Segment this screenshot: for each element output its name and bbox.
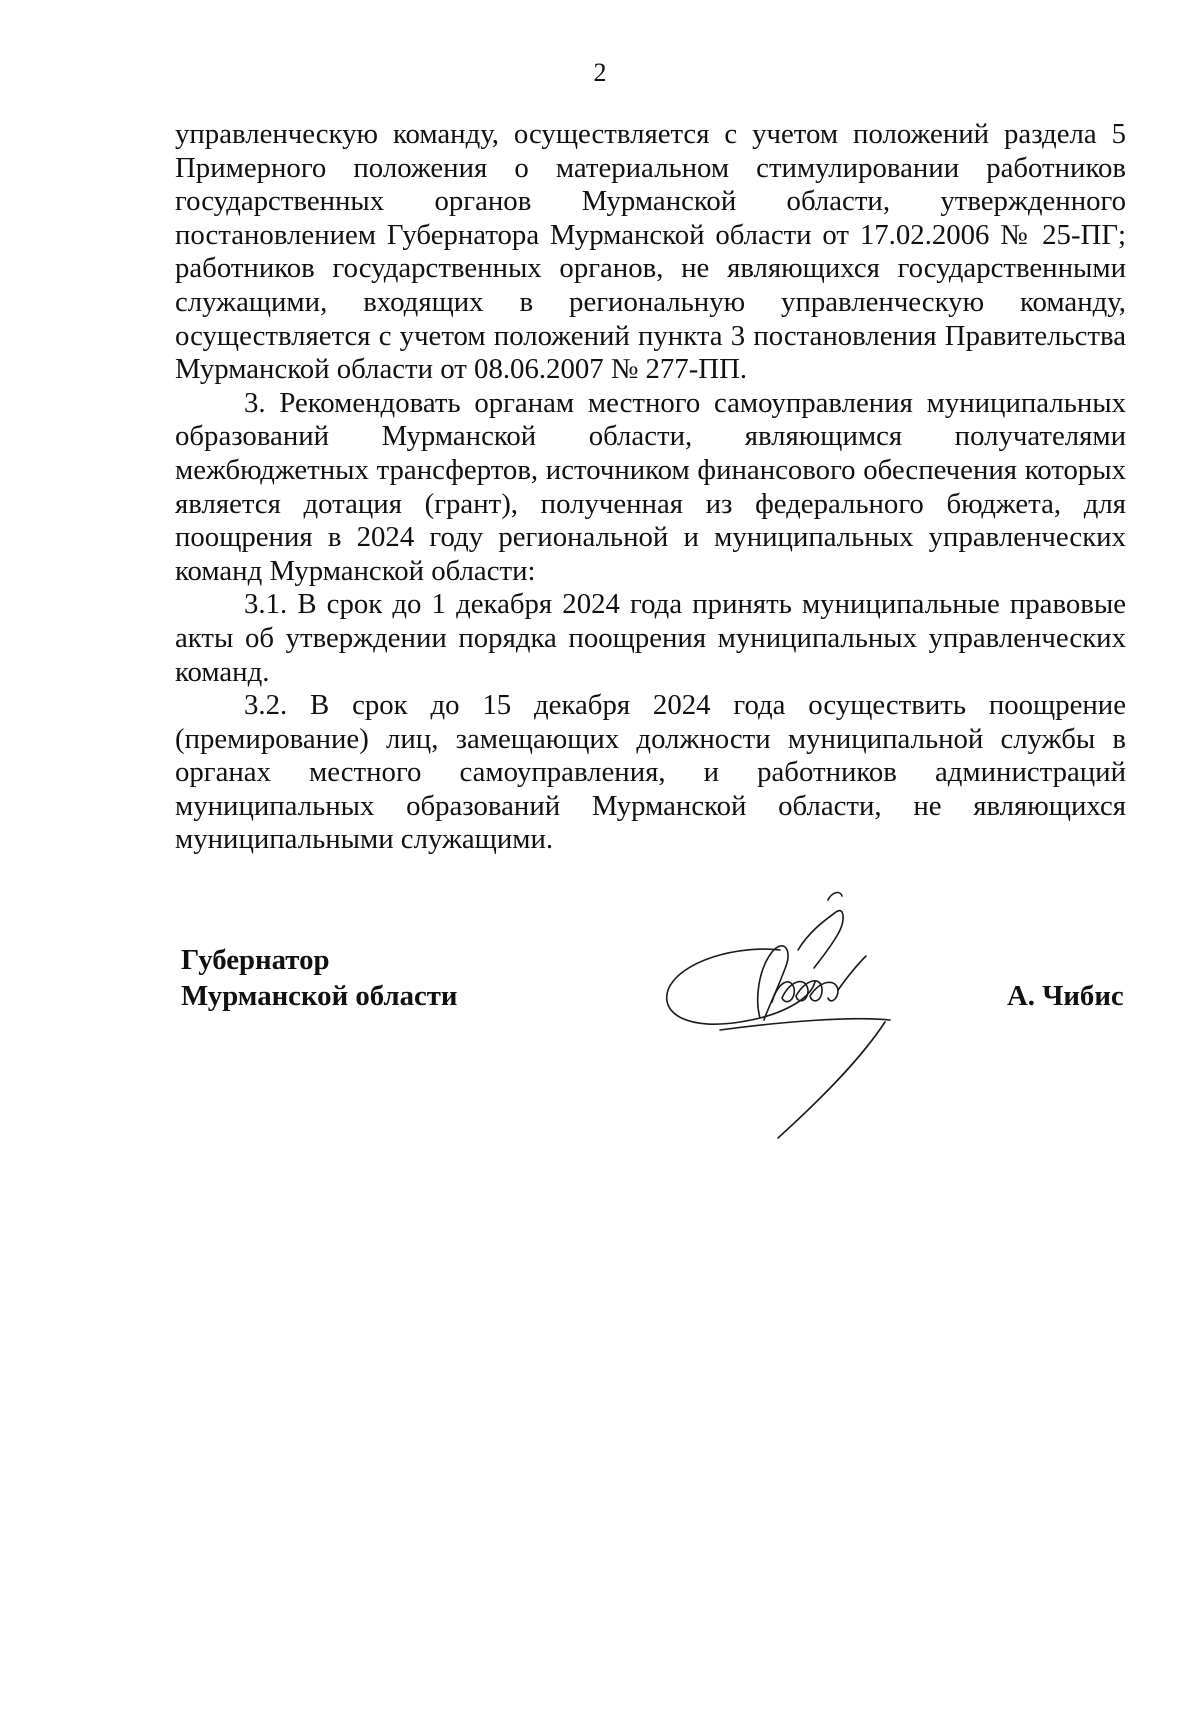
paragraph-continuation: управленческую команду, осуществляется с учетом положений раздела 5 Примерного положения о материальном стимулировании работников государственных органов Мурманской области, утвержденного постановлением Губернатора Мурманской области от 17.02.2006 № 25-ПГ; работников государственных органов, не являющихся государственными служащими, входящих в региональную управленческую команду, осуществляется с учетом положений пункта 3 постановления Правительства Мурманской области от 08.06.2007 № 277-ПП. [175,118,1126,386]
page-number: 2 [593,58,607,87]
signatory-title-line1: Губернатор [181,944,330,976]
paragraph-item-3-1: 3.1. В срок до 1 декабря 2024 года принять муниципальные правовые акты об утверждении порядка поощрения муниципальных управленческих команд. [175,588,1126,688]
signatory-position [181,942,458,1014]
signatory-name: А. Чибис [1007,980,1124,1012]
paragraph-item-3: 3. Рекомендовать органам местного самоуправления муниципальных образований Мурманской области, являющимся получателями межбюджетных трансфертов, источником финансового обеспечения которых является дотация (грант), полученная из федерального бюджета, для поощрения в 2024 году региональной и муниципальных управленческих команд Мурманской области: [175,386,1126,587]
handwritten-signature-icon [660,890,930,1140]
paragraph-item-3-2: 3.2. В срок до 15 декабря 2024 года осуществить поощрение (премирование) лиц, замещающих должности муниципальной службы в органах местного самоуправления, и работников администраций муниципальных образований Мурманской области, не являющихся муниципальными служащими. [175,689,1126,856]
document-body [175,118,1126,857]
signatory-title-line2: Мурманской области [181,980,458,1012]
